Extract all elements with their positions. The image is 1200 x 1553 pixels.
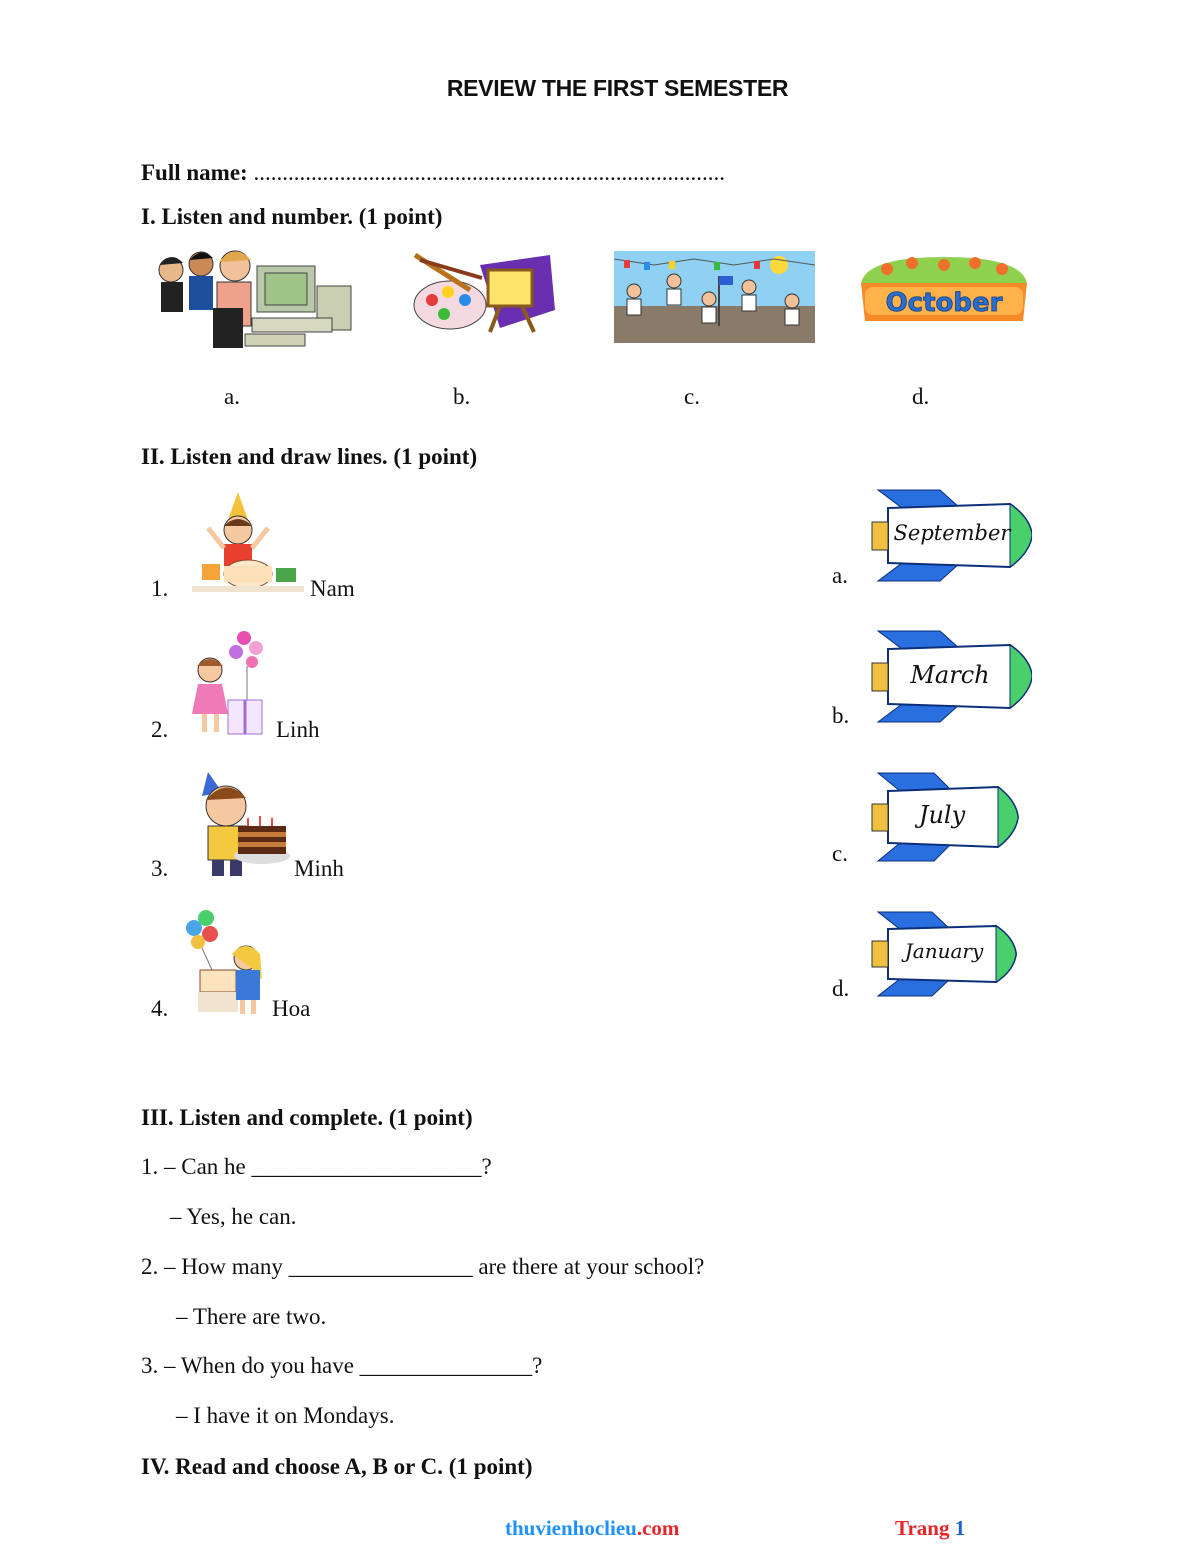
sports-day-image [614,251,815,343]
answer-2: – There are two. [176,1304,327,1329]
art-palette-image [410,250,558,335]
rocket-july-text: July [918,801,966,829]
october-cake-image [857,253,1031,326]
rocket-march-text: March [910,661,990,689]
full-name-line [141,160,725,186]
full-name-dots: .................................................................................. [253,160,725,185]
page-title: REVIEW THE FIRST SEMESTER [446,75,789,101]
rocket-january [870,910,1018,998]
footer-site-main: thuvienhoclieu [505,1516,637,1540]
rocket-july [870,771,1020,863]
full-name-label: Full name: [141,160,248,185]
person-3-name: Minh [294,856,344,881]
person-3-number: 3. [151,856,169,881]
option-c-label: c. [684,384,700,409]
footer-page-label: Trang [895,1516,950,1540]
linh-birthday-image [192,630,270,738]
person-1-number: 1. [151,576,169,601]
nam-birthday-image [192,488,304,596]
month-b-label: b. [832,703,850,728]
rocket-september-text: September [893,521,1011,545]
question-2: 2. – How many ________________ are there at your school? [141,1254,705,1279]
person-2-number: 2. [151,717,169,742]
footer-page-number [895,1516,965,1541]
month-c-label: c. [832,841,848,866]
footer-site-link[interactable] [505,1516,679,1541]
person-4-number: 4. [151,996,169,1021]
footer-site-tld: .com [636,1516,680,1540]
month-d-label: d. [832,976,850,1001]
section-2-heading: II. Listen and draw lines. (1 point) [141,444,478,469]
hoa-birthday-image [184,910,268,1018]
question-1: 1. – Can he ____________________? [141,1154,492,1179]
section-1-heading: I. Listen and number. (1 point) [141,204,443,229]
minh-birthday-image [200,770,290,878]
section-4-heading: IV. Read and choose A, B or C. (1 point) [141,1454,533,1479]
option-d-label: d. [912,384,930,409]
option-b-label: b. [453,384,471,409]
rocket-march [870,629,1032,724]
october-text: October [885,288,1003,318]
option-a-label: a. [224,384,240,409]
person-1-name: Nam [310,576,355,601]
person-2-name: Linh [276,717,320,742]
month-a-label: a. [832,563,848,588]
person-4-name: Hoa [272,996,311,1021]
rocket-january-text: January [904,939,984,963]
children-computers-image [157,248,353,352]
rocket-september [870,488,1032,583]
footer-page-num: 1 [954,1516,966,1540]
question-3: 3. – When do you have _______________? [141,1353,543,1378]
answer-1: – Yes, he can. [170,1204,297,1229]
answer-3: – I have it on Mondays. [176,1403,395,1428]
section-3-heading: III. Listen and complete. (1 point) [141,1105,473,1130]
